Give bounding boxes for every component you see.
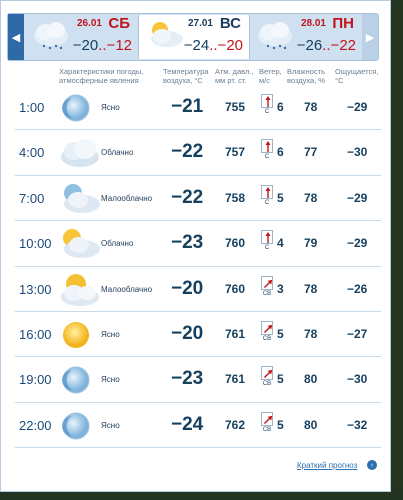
row-wind-speed: 6 (277, 100, 284, 114)
row-humidity: 78 (304, 190, 318, 205)
row-temperature: −23 (171, 232, 204, 254)
moon-icon (59, 409, 93, 448)
sun-big-cloud-icon (59, 273, 101, 312)
header-feels-like: Ощущается, °С (335, 67, 379, 85)
row-humidity: 79 (304, 236, 318, 251)
row-condition: Малооблачно (101, 284, 153, 294)
day-temps: −24..−20 (183, 37, 243, 54)
row-pressure: 757 (225, 145, 246, 160)
row-time: 1:00 (19, 100, 45, 115)
row-pressure: 761 (225, 372, 246, 387)
row-wind-speed: 5 (277, 190, 284, 205)
row-time: 7:00 (19, 190, 45, 206)
row-pressure: 760 (225, 281, 246, 296)
row-wind-direction: С (264, 245, 270, 252)
row-feels-like: −30 (347, 145, 368, 160)
row-feels-like: −29 (347, 100, 368, 114)
row-time: 4:00 (19, 145, 45, 161)
row-wind-direction: СВ (262, 335, 272, 342)
header-temperature: Температура воздуха, °С (163, 67, 209, 85)
row-wind-direction: С (264, 199, 270, 206)
day-card-active[interactable] (138, 15, 250, 59)
table-row (15, 312, 381, 357)
row-humidity: 78 (304, 100, 318, 114)
day-card[interactable] (250, 15, 362, 59)
row-wind-speed: 5 (277, 372, 284, 387)
row-time: 13:00 (19, 281, 52, 297)
row-humidity: 78 (304, 281, 318, 296)
table-row (15, 85, 381, 130)
row-temperature: −24 (171, 413, 204, 435)
day-temps: −20..−12 (72, 37, 132, 54)
moon-icon (59, 91, 93, 130)
table-row (15, 176, 381, 221)
row-feels-like: −29 (347, 236, 368, 251)
prev-day-arrow-icon[interactable]: ◀ (8, 14, 24, 60)
row-time: 10:00 (19, 236, 52, 252)
day-selector (7, 13, 379, 61)
row-temperature: −20 (171, 277, 204, 299)
row-condition: Ясно (101, 375, 120, 385)
wind-direction-icon (261, 276, 273, 297)
row-wind-speed: 6 (277, 145, 284, 160)
day-of-week: ПН (332, 15, 354, 32)
row-condition: Ясно (101, 420, 120, 430)
row-wind-direction: С (264, 109, 270, 115)
table-row (15, 221, 381, 266)
row-feels-like: −26 (347, 281, 368, 296)
row-wind-direction: С (264, 154, 270, 161)
sun-icon (59, 318, 93, 357)
short-forecast-link[interactable]: Краткий прогноз (297, 461, 358, 470)
moon-cloud-icon (59, 182, 101, 221)
row-humidity: 80 (304, 372, 318, 387)
row-wind-speed: 4 (277, 236, 284, 251)
next-day-arrow-icon[interactable]: ▶ (362, 14, 378, 60)
table-row (15, 357, 381, 402)
day-temps: −26..−22 (296, 37, 356, 54)
wind-direction-icon (261, 366, 273, 388)
row-time: 16:00 (19, 326, 52, 342)
row-condition: Ясно (101, 329, 120, 339)
row-humidity: 80 (304, 417, 318, 432)
table-row (15, 267, 381, 312)
header-pressure: Атм. давл., мм рт. ст. (215, 67, 254, 85)
row-humidity: 78 (304, 326, 318, 341)
row-condition: Облачно (101, 239, 134, 249)
row-temperature: −23 (171, 368, 204, 390)
day-of-week: ВС (219, 15, 241, 32)
arrow-right-icon[interactable]: › (367, 460, 377, 470)
day-date: 28.01 (300, 18, 326, 29)
snow-cloud-icon (256, 20, 294, 57)
background-edge (0, 492, 403, 500)
row-wind-speed: 3 (277, 281, 284, 296)
wind-direction-icon (261, 94, 273, 115)
row-pressure: 758 (225, 190, 246, 205)
wind-direction-icon (261, 139, 273, 161)
row-time: 19:00 (19, 372, 52, 388)
row-time: 22:00 (19, 417, 52, 433)
row-wind-direction: СВ (262, 290, 272, 297)
wind-direction-icon (261, 185, 273, 206)
row-feels-like: −30 (347, 372, 368, 387)
row-pressure: 760 (225, 236, 246, 251)
row-humidity: 77 (304, 145, 318, 160)
row-temperature: −20 (171, 322, 204, 344)
row-temperature: −22 (171, 186, 204, 208)
day-card[interactable] (26, 15, 138, 59)
row-pressure: 762 (225, 417, 246, 432)
row-pressure: 761 (225, 326, 246, 341)
row-feels-like: −27 (347, 326, 368, 341)
moon-icon (59, 363, 93, 402)
sun-cloud-icon (59, 227, 101, 266)
wind-direction-icon (261, 412, 273, 433)
row-wind-direction: СВ (262, 426, 272, 433)
row-condition: Малооблачно (101, 193, 153, 203)
header-humidity: Влажность воздуха, % (287, 67, 326, 85)
wind-direction-icon (261, 230, 273, 252)
row-condition: Облачно (101, 148, 134, 158)
table-row (15, 403, 381, 448)
forecast-table (15, 85, 381, 448)
day-date: 27.01 (187, 18, 213, 29)
snow-cloud-icon (32, 20, 70, 57)
row-wind-speed: 5 (277, 417, 284, 432)
day-of-week: СБ (108, 15, 130, 32)
header-wind: Ветер, м/с (259, 67, 282, 85)
background-edge (391, 0, 403, 500)
day-date: 26.01 (76, 18, 102, 29)
wind-direction-icon (261, 321, 273, 342)
row-condition: Ясно (101, 103, 120, 112)
row-feels-like: −29 (347, 190, 368, 205)
table-row (15, 130, 381, 175)
header-conditions: Характеристики погоды, атмосферные явления (59, 67, 144, 85)
row-temperature: −21 (171, 96, 204, 117)
row-wind-speed: 5 (277, 326, 284, 341)
sun-cloud-icon (145, 20, 185, 55)
cloud-icon (59, 136, 101, 175)
row-temperature: −22 (171, 141, 204, 163)
row-pressure: 755 (225, 100, 246, 114)
row-feels-like: −32 (347, 417, 368, 432)
row-wind-direction: СВ (262, 381, 272, 388)
